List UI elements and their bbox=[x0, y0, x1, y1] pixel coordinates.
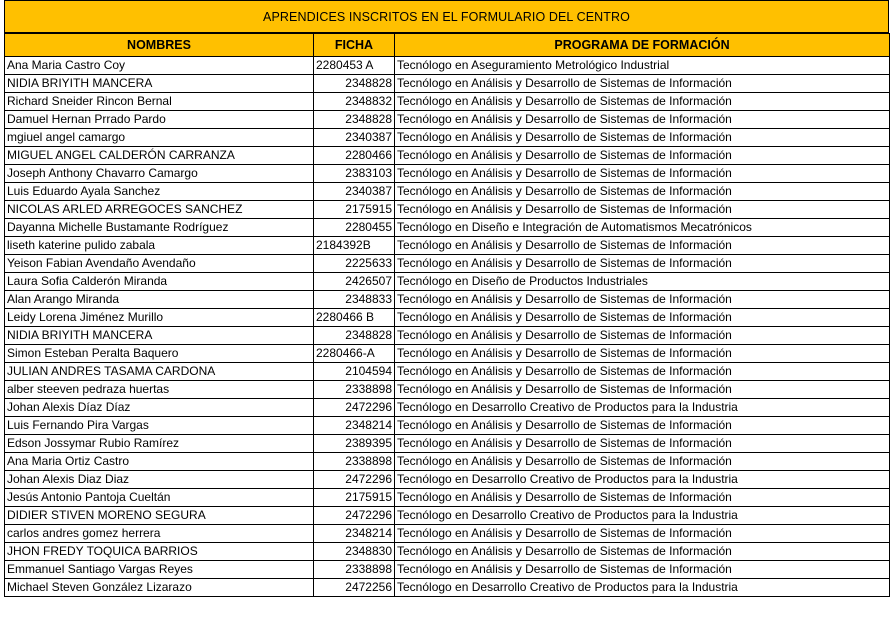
table-row bbox=[5, 273, 890, 291]
table-row bbox=[5, 399, 890, 417]
cell-ficha[interactable]: 2225633 bbox=[314, 255, 395, 273]
table-row bbox=[5, 75, 890, 93]
cell-nombre[interactable]: Johan Alexis Díaz Díaz bbox=[5, 399, 314, 417]
table-row bbox=[5, 129, 890, 147]
cell-ficha[interactable]: 2383103 bbox=[314, 165, 395, 183]
cell-programa[interactable]: Tecnólogo en Análisis y Desarrollo de Sistemas de Información bbox=[395, 147, 890, 165]
cell-nombre[interactable]: MIGUEL ANGEL CALDERÓN CARRANZA bbox=[5, 147, 314, 165]
cell-programa[interactable]: Tecnólogo en Análisis y Desarrollo de Sistemas de Información bbox=[395, 417, 890, 435]
header-ficha[interactable]: FICHA bbox=[314, 34, 395, 57]
cell-ficha[interactable]: 2348833 bbox=[314, 291, 395, 309]
cell-ficha[interactable]: 2348214 bbox=[314, 417, 395, 435]
cell-nombre[interactable]: Richard Sneider Rincon Bernal bbox=[5, 93, 314, 111]
cell-ficha[interactable]: 2280453 A bbox=[314, 57, 395, 75]
table-row bbox=[5, 237, 890, 255]
table-row bbox=[5, 183, 890, 201]
cell-programa[interactable]: Tecnólogo en Análisis y Desarrollo de Sistemas de Información bbox=[395, 291, 890, 309]
cell-nombre[interactable]: Simon Esteban Peralta Baquero bbox=[5, 345, 314, 363]
cell-nombre[interactable]: Luis Fernando Pira Vargas bbox=[5, 417, 314, 435]
header-row bbox=[5, 34, 890, 57]
cell-programa[interactable]: Tecnólogo en Análisis y Desarrollo de Sistemas de Información bbox=[395, 363, 890, 381]
table-row bbox=[5, 93, 890, 111]
cell-programa[interactable]: Tecnólogo en Análisis y Desarrollo de Sistemas de Información bbox=[395, 435, 890, 453]
table-row bbox=[5, 57, 890, 75]
cell-ficha[interactable]: 2175915 bbox=[314, 489, 395, 507]
cell-ficha[interactable]: 2280455 bbox=[314, 219, 395, 237]
cell-programa[interactable]: Tecnólogo en Análisis y Desarrollo de Sistemas de Información bbox=[395, 525, 890, 543]
cell-ficha[interactable]: 2348828 bbox=[314, 75, 395, 93]
cell-nombre[interactable]: JULIAN ANDRES TASAMA CARDONA bbox=[5, 363, 314, 381]
cell-programa[interactable]: Tecnólogo en Análisis y Desarrollo de Sistemas de Información bbox=[395, 453, 890, 471]
cell-programa[interactable]: Tecnólogo en Análisis y Desarrollo de Sistemas de Información bbox=[395, 327, 890, 345]
cell-nombre[interactable]: Ana Maria Castro Coy bbox=[5, 57, 314, 75]
cell-programa[interactable]: Tecnólogo en Diseño de Productos Industriales bbox=[395, 273, 890, 291]
cell-ficha[interactable]: 2348832 bbox=[314, 93, 395, 111]
cell-programa[interactable]: Tecnólogo en Análisis y Desarrollo de Sistemas de Información bbox=[395, 111, 890, 129]
cell-programa[interactable]: Tecnólogo en Análisis y Desarrollo de Sistemas de Información bbox=[395, 165, 890, 183]
table-body bbox=[5, 57, 890, 597]
table-row bbox=[5, 327, 890, 345]
cell-ficha[interactable]: 2348214 bbox=[314, 525, 395, 543]
table-row bbox=[5, 255, 890, 273]
cell-nombre[interactable]: Jesús Antonio Pantoja Cueltán bbox=[5, 489, 314, 507]
table-row bbox=[5, 201, 890, 219]
cell-ficha[interactable]: 2104594 bbox=[314, 363, 395, 381]
table-row bbox=[5, 111, 890, 129]
cell-nombre[interactable]: Ana Maria Ortiz Castro bbox=[5, 453, 314, 471]
cell-ficha[interactable]: 2280466 bbox=[314, 147, 395, 165]
table-row bbox=[5, 219, 890, 237]
cell-nombre[interactable]: Leidy Lorena Jiménez Murillo bbox=[5, 309, 314, 327]
cell-programa[interactable]: Tecnólogo en Desarrollo Creativo de Productos para la Industria bbox=[395, 399, 890, 417]
cell-ficha[interactable]: 2348828 bbox=[314, 111, 395, 129]
cell-programa[interactable]: Tecnólogo en Análisis y Desarrollo de Sistemas de Información bbox=[395, 255, 890, 273]
cell-programa[interactable]: Tecnólogo en Análisis y Desarrollo de Sistemas de Información bbox=[395, 381, 890, 399]
table-row bbox=[5, 435, 890, 453]
cell-nombre[interactable]: liseth katerine pulido zabala bbox=[5, 237, 314, 255]
cell-ficha[interactable]: 2348828 bbox=[314, 327, 395, 345]
cell-nombre[interactable]: Damuel Hernan Prrado Pardo bbox=[5, 111, 314, 129]
cell-programa[interactable]: Tecnólogo en Desarrollo Creativo de Productos para la Industria bbox=[395, 579, 890, 597]
cell-programa[interactable]: Tecnólogo en Análisis y Desarrollo de Sistemas de Información bbox=[395, 237, 890, 255]
cell-ficha[interactable]: 2280466 B bbox=[314, 309, 395, 327]
cell-ficha[interactable]: 2426507 bbox=[314, 273, 395, 291]
cell-programa[interactable]: Tecnólogo en Análisis y Desarrollo de Sistemas de Información bbox=[395, 129, 890, 147]
cell-programa[interactable]: Tecnólogo en Diseño e Integración de Automatismos Mecatrónicos bbox=[395, 219, 890, 237]
cell-nombre[interactable]: NIDIA BRIYITH MANCERA bbox=[5, 75, 314, 93]
cell-nombre[interactable]: Joseph Anthony Chavarro Camargo bbox=[5, 165, 314, 183]
table-row bbox=[5, 381, 890, 399]
cell-nombre[interactable]: Johan Alexis Diaz Diaz bbox=[5, 471, 314, 489]
cell-ficha[interactable]: 2175915 bbox=[314, 201, 395, 219]
sheet-title[interactable]: APRENDICES INSCRITOS EN EL FORMULARIO DEL CENTRO bbox=[4, 0, 889, 33]
header-programa[interactable]: PROGRAMA DE FORMACIÓN bbox=[395, 34, 890, 57]
cell-nombre[interactable]: carlos andres gomez herrera bbox=[5, 525, 314, 543]
cell-nombre[interactable]: Alan Arango Miranda bbox=[5, 291, 314, 309]
table-row bbox=[5, 471, 890, 489]
cell-nombre[interactable]: Edson Jossymar Rubio Ramírez bbox=[5, 435, 314, 453]
cell-nombre[interactable]: JHON FREDY TOQUICA BARRIOS bbox=[5, 543, 314, 561]
cell-ficha[interactable]: 2472256 bbox=[314, 579, 395, 597]
cell-programa[interactable]: Tecnólogo en Desarrollo Creativo de Productos para la Industria bbox=[395, 507, 890, 525]
cell-nombre[interactable]: Dayanna Michelle Bustamante Rodríguez bbox=[5, 219, 314, 237]
cell-ficha[interactable]: 2338898 bbox=[314, 453, 395, 471]
cell-ficha[interactable]: 2472296 bbox=[314, 507, 395, 525]
cell-ficha[interactable]: 2338898 bbox=[314, 381, 395, 399]
cell-programa[interactable]: Tecnólogo en Análisis y Desarrollo de Sistemas de Información bbox=[395, 489, 890, 507]
table-row bbox=[5, 309, 890, 327]
header-nombres[interactable]: NOMBRES bbox=[5, 34, 314, 57]
cell-programa[interactable]: Tecnólogo en Análisis y Desarrollo de Sistemas de Información bbox=[395, 309, 890, 327]
cell-programa[interactable]: Tecnólogo en Desarrollo Creativo de Productos para la Industria bbox=[395, 471, 890, 489]
cell-programa[interactable]: Tecnólogo en Análisis y Desarrollo de Sistemas de Información bbox=[395, 345, 890, 363]
cell-ficha[interactable]: 2340387 bbox=[314, 129, 395, 147]
cell-programa[interactable]: Tecnólogo en Análisis y Desarrollo de Sistemas de Información bbox=[395, 543, 890, 561]
cell-nombre[interactable]: NIDIA BRIYITH MANCERA bbox=[5, 327, 314, 345]
cell-ficha[interactable]: 2184392B bbox=[314, 237, 395, 255]
table-row bbox=[5, 579, 890, 597]
cell-programa[interactable]: Tecnólogo en Análisis y Desarrollo de Sistemas de Información bbox=[395, 561, 890, 579]
cell-ficha[interactable]: 2472296 bbox=[314, 471, 395, 489]
table-row bbox=[5, 345, 890, 363]
spreadsheet bbox=[4, 0, 889, 597]
cell-ficha[interactable]: 2280466-A bbox=[314, 345, 395, 363]
table-row bbox=[5, 147, 890, 165]
cell-nombre[interactable]: Luis Eduardo Ayala Sanchez bbox=[5, 183, 314, 201]
cell-nombre[interactable]: DIDIER STIVEN MORENO SEGURA bbox=[5, 507, 314, 525]
table-row bbox=[5, 165, 890, 183]
cell-programa[interactable]: Tecnólogo en Análisis y Desarrollo de Sistemas de Información bbox=[395, 201, 890, 219]
table-row bbox=[5, 525, 890, 543]
cell-ficha[interactable]: 2389395 bbox=[314, 435, 395, 453]
enrollment-table bbox=[4, 33, 890, 597]
cell-ficha[interactable]: 2338898 bbox=[314, 561, 395, 579]
cell-ficha[interactable]: 2472296 bbox=[314, 399, 395, 417]
cell-programa[interactable]: Tecnólogo en Aseguramiento Metrológico Industrial bbox=[395, 57, 890, 75]
cell-nombre[interactable]: Michael Steven González Lizarazo bbox=[5, 579, 314, 597]
table-row bbox=[5, 561, 890, 579]
table-row bbox=[5, 507, 890, 525]
cell-nombre[interactable]: Laura Sofia Calderón Miranda bbox=[5, 273, 314, 291]
table-row bbox=[5, 543, 890, 561]
cell-nombre[interactable]: NICOLAS ARLED ARREGOCES SANCHEZ bbox=[5, 201, 314, 219]
table-row bbox=[5, 291, 890, 309]
table-row bbox=[5, 363, 890, 381]
table-row bbox=[5, 453, 890, 471]
cell-nombre[interactable]: Yeison Fabian Avendaño Avendaño bbox=[5, 255, 314, 273]
cell-programa[interactable]: Tecnólogo en Análisis y Desarrollo de Sistemas de Información bbox=[395, 93, 890, 111]
table-row bbox=[5, 489, 890, 507]
table-row bbox=[5, 417, 890, 435]
cell-nombre[interactable]: Emmanuel Santiago Vargas Reyes bbox=[5, 561, 314, 579]
cell-nombre[interactable]: alber steeven pedraza huertas bbox=[5, 381, 314, 399]
cell-ficha[interactable]: 2348830 bbox=[314, 543, 395, 561]
cell-nombre[interactable]: mgiuel angel camargo bbox=[5, 129, 314, 147]
cell-programa[interactable]: Tecnólogo en Análisis y Desarrollo de Sistemas de Información bbox=[395, 183, 890, 201]
cell-programa[interactable]: Tecnólogo en Análisis y Desarrollo de Sistemas de Información bbox=[395, 75, 890, 93]
cell-ficha[interactable]: 2340387 bbox=[314, 183, 395, 201]
